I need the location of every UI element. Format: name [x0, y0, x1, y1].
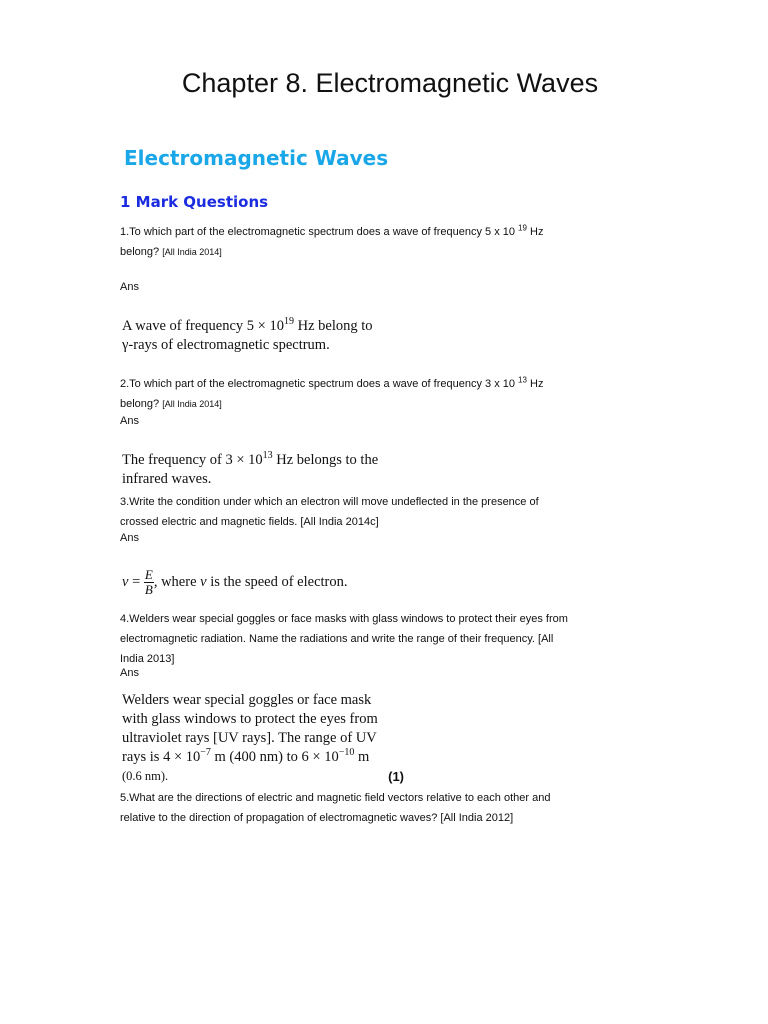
- subsection-title: 1 Mark Questions: [120, 193, 269, 211]
- question-4-line-2: electromagnetic radiation. Name the radiations and write the range of their frequency. [All: [120, 633, 554, 645]
- question-5-line-2: relative to the direction of propagation of electromagnetic waves? [All India 2012]: [120, 812, 514, 824]
- question-1-line-1: 1.To which part of the electromagnetic spectrum does a wave of frequency 5 x 10 $^{19}$ Hz: [120, 223, 544, 238]
- question-4-line-3: India 2013]: [120, 653, 175, 665]
- question-3-line-1: 3.Write the condition under which an electron will move undeflected in the presence of: [120, 496, 539, 508]
- answer-4-line-3: ultraviolet rays [UV rays]. The range of UV: [122, 730, 377, 746]
- answer-4-line-1: Welders wear special goggles or face mask: [122, 692, 372, 708]
- question-3-line-2: crossed electric and magnetic fields. [All India 2014c]: [120, 516, 379, 528]
- answer-label-1: Ans: [120, 281, 139, 293]
- question-4: [120, 609, 620, 669]
- answer-3: v = $\frac{E}{B}$ , where v is the speed of electron.: [122, 567, 348, 597]
- answer-2: [122, 451, 378, 489]
- question-1-reference: [All India 2014]: [162, 247, 222, 257]
- question-1: [120, 222, 620, 262]
- answer-label-3: Ans: [120, 532, 139, 544]
- section-title: Electromagnetic Waves: [124, 146, 389, 170]
- marks-badge: (1): [388, 769, 404, 784]
- question-1-line-2: belong? [All India 2014]: [120, 246, 222, 258]
- question-3: [120, 492, 620, 532]
- answer-1: [122, 317, 373, 355]
- speed-symbol: v: [122, 573, 129, 590]
- answer-label-4: Ans: [120, 667, 139, 679]
- answer-2-line-2: infrared waves.: [122, 471, 212, 487]
- question-2-line-1: 2.To which part of the electromagnetic spectrum does a wave of frequency 3 x 10 $^{13}$ Hz: [120, 375, 544, 390]
- question-5-line-1: 5.What are the directions of electric and magnetic field vectors relative to each other and: [120, 792, 551, 804]
- answer-1-line-2: γ-rays of electromagnetic spectrum.: [122, 337, 330, 353]
- answer-4-line-4: rays is $4 \times 10^{-7}$ m (400 nm) to $6 \times 10^{-10}$ m: [122, 747, 370, 765]
- answer-1-line-1: A wave of frequency $5 \times 10^{19}$ Hz belong to: [122, 316, 373, 334]
- answer-4-line-2: with glass windows to protect the eyes from: [122, 711, 378, 727]
- e-over-b-fraction: $\frac{E}{B}$: [144, 567, 153, 597]
- answer-4-line-5: (0.6 nm). (1): [122, 769, 404, 784]
- chapter-title: Chapter 8. Electromagnetic Waves: [181, 68, 599, 98]
- answer-2-line-1: The frequency of $3 \times 10^{13}$ Hz belongs to the: [122, 450, 379, 468]
- question-2-reference: [All India 2014]: [162, 399, 222, 409]
- question-5: [120, 788, 620, 828]
- question-2: [120, 374, 620, 414]
- question-2-line-2: belong? [All India 2014]: [120, 398, 222, 410]
- answer-label-2: Ans: [120, 415, 139, 427]
- question-4-line-1: 4.Welders wear special goggles or face masks with glass windows to protect their eyes from: [120, 613, 568, 625]
- answer-4: [122, 691, 404, 786]
